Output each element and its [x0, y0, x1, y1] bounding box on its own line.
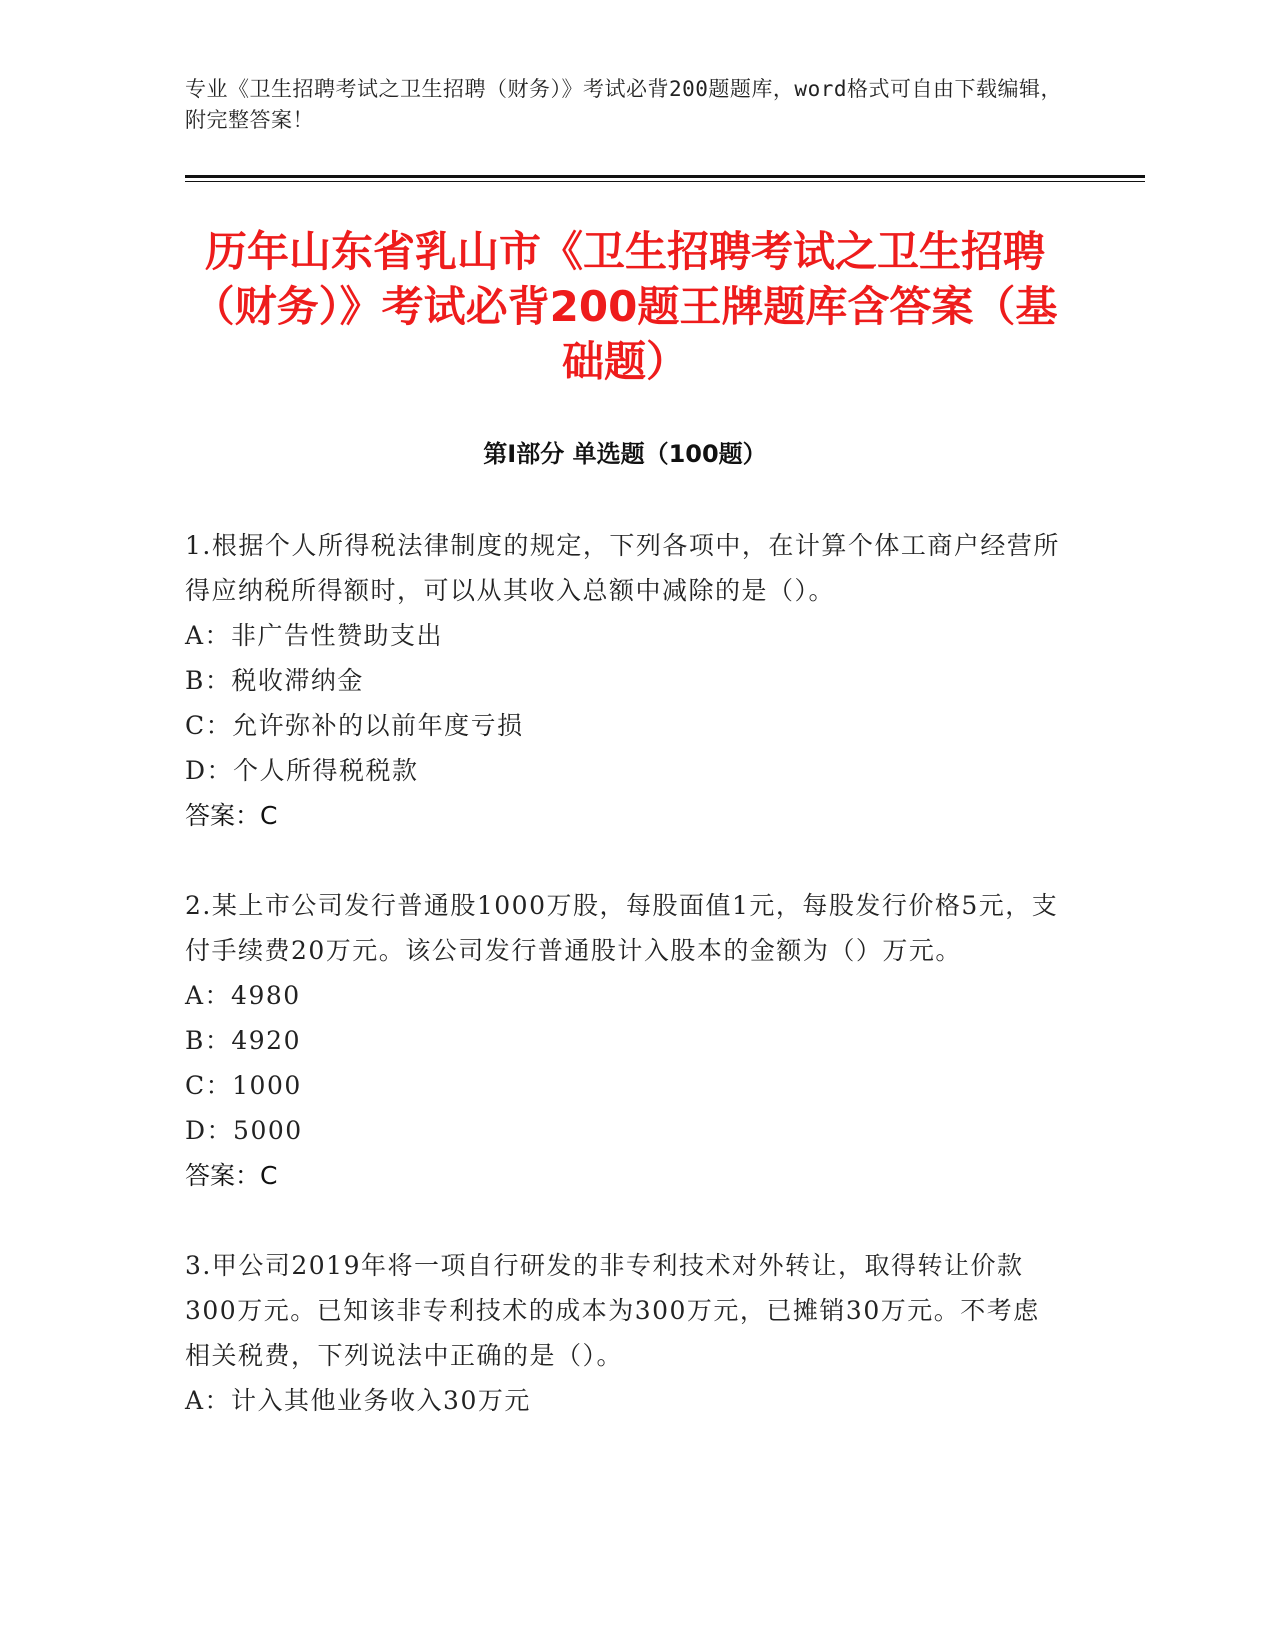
answer-label: 答案：C	[185, 801, 278, 830]
document-page	[185, 0, 1145, 1650]
option-b: B：税收滞纳金	[185, 666, 364, 695]
option-d: D：5000	[185, 1116, 303, 1145]
header-rule-thin	[185, 181, 1145, 182]
option-a: A：非广告性赞助支出	[185, 621, 444, 650]
question-2	[185, 883, 1065, 1198]
header-rule-thick	[185, 175, 1145, 178]
question-text: 1.根据个人所得税法律制度的规定，下列各项中，在计算个体工商户经营所得应纳税所得额时，可以从其收入总额中减除的是（）。	[185, 531, 1060, 605]
option-a: A：4980	[185, 981, 301, 1010]
header-note: 专业《卫生招聘考试之卫生招聘（财务）》考试必背200题题库，word格式可自由下载编辑，附完整答案！	[185, 77, 1062, 132]
question-3	[185, 1243, 1065, 1423]
option-b: B：4920	[185, 1026, 301, 1055]
section-title: 第Ⅰ部分 单选题（100题）	[483, 440, 767, 468]
option-c: C：1000	[185, 1071, 302, 1100]
document-title: 历年山东省乳山市《卫生招聘考试之卫生招聘（财务）》考试必背200题王牌题库含答案（基础题）	[192, 227, 1058, 386]
question-text: 2.某上市公司发行普通股1000万股，每股面值1元，每股发行价格5元，支付手续费20万元。该公司发行普通股计入股本的金额为（）万元。	[185, 891, 1059, 965]
option-c: C：允许弥补的以前年度亏损	[185, 711, 524, 740]
answer-label: 答案：C	[185, 1161, 278, 1190]
option-a: A：计入其他业务收入30万元	[185, 1386, 531, 1415]
question-1	[185, 523, 1065, 838]
question-list	[185, 523, 1065, 1468]
question-text: 3.甲公司2019年将一项自行研发的非专利技术对外转让，取得转让价款300万元。已知该非专利技术的成本为300万元，已摊销30万元。不考虑相关税费，下列说法中正确的是（）。	[185, 1251, 1040, 1370]
option-d: D：个人所得税税款	[185, 756, 419, 785]
